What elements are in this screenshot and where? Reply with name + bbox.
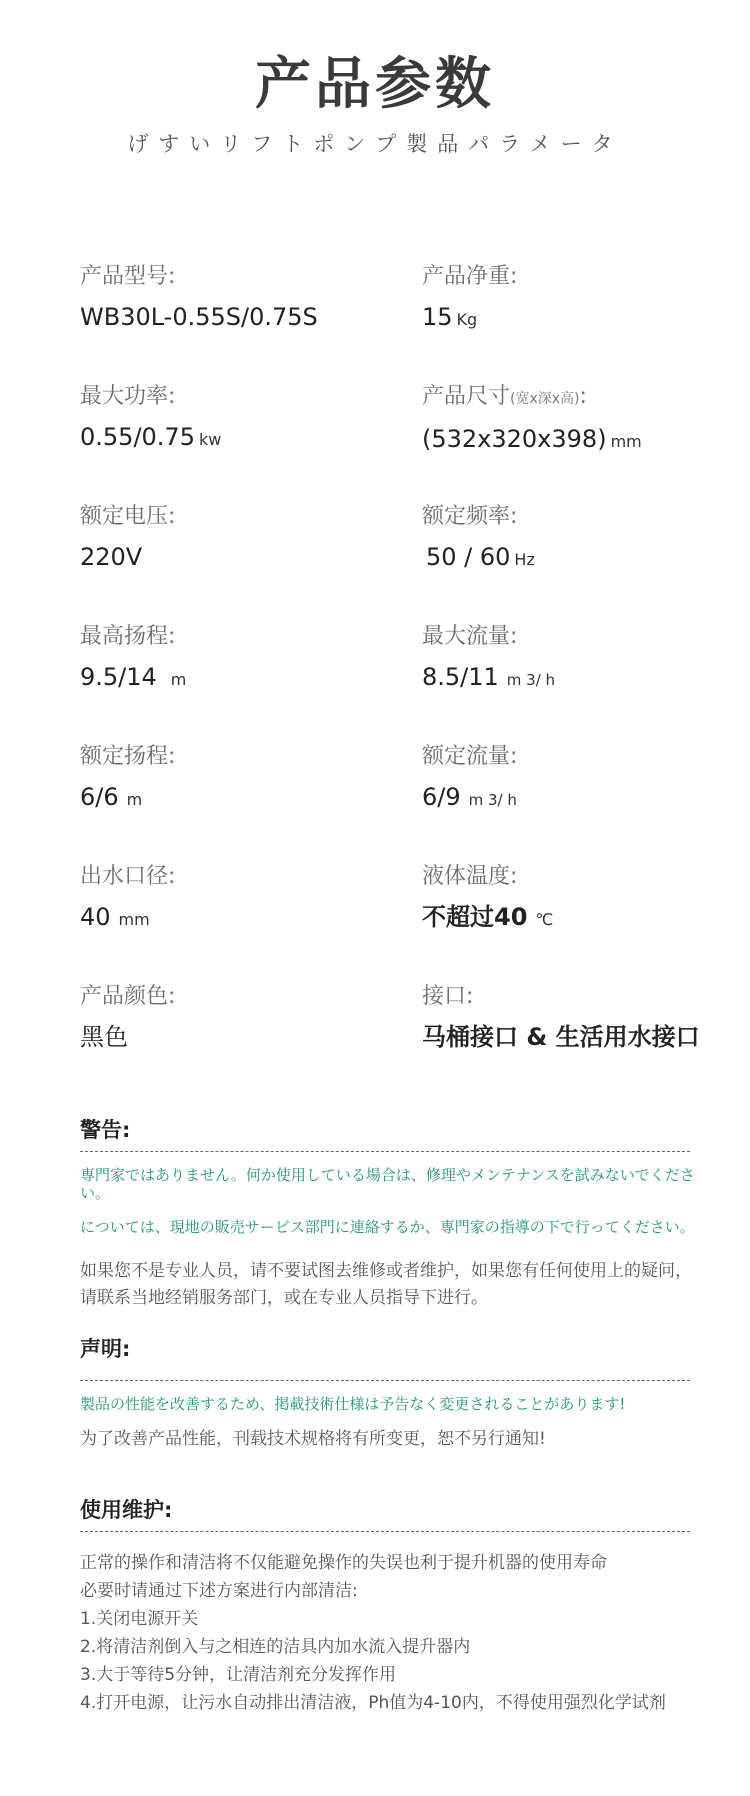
warning-cn: 如果您不是专业人员，请不要试图去维修或者维护，如果您有任何使用上的疑问，请联系当地经销服务部门，或在专业人员指导下进行。 <box>80 1261 692 1308</box>
param-max-head-label: 最高扬程: <box>80 624 176 649</box>
param-frequency-unit: Hz <box>514 550 535 569</box>
param-size-label-colon: : <box>579 384 587 409</box>
maintenance-step-1: 1.关闭电源开关 <box>80 1609 199 1629</box>
param-size <box>422 382 750 457</box>
param-size-label: 产品尺寸 <box>422 384 511 409</box>
warning-jp-1: 専門家ではありません。何か使用している場合は、修理やメンテナンスを試みないでください。 <box>80 1166 695 1202</box>
maintenance-intro-2: 必要时请通过下述方案进行内部清洁: <box>80 1581 358 1601</box>
param-max-flow <box>422 622 750 695</box>
param-temperature-value: 不超过40 <box>422 903 528 931</box>
param-weight <box>422 262 750 335</box>
warning-jp-2: については、現地の販売サービス部門に連絡するか、専門家の指導の下で行ってください。 <box>80 1218 695 1236</box>
warning-title: 警告: <box>80 1118 131 1142</box>
param-outlet-label: 出水口径: <box>80 864 176 889</box>
param-max-flow-unit: m 3/ h <box>506 671 556 689</box>
page-subtitle: げすいリフトポンプ製品パラメータ <box>127 132 623 156</box>
param-rated-head-label: 额定扬程: <box>80 744 176 769</box>
warning-divider <box>80 1151 690 1152</box>
param-max-head-value: 9.5/14 <box>80 663 157 691</box>
param-max-flow-label: 最大流量: <box>422 624 518 649</box>
param-rated-head-unit: m <box>126 790 143 809</box>
param-frequency-value: 50 / 60 <box>426 543 511 571</box>
param-weight-value: 15 <box>422 303 453 331</box>
param-rated-flow <box>422 742 750 815</box>
param-max-flow-value: 8.5/11 <box>422 663 499 691</box>
param-power-unit: kw <box>198 430 222 449</box>
param-color-label: 产品颜色: <box>80 984 176 1009</box>
param-size-unit: mm <box>610 432 642 451</box>
param-outlet-unit: mm <box>118 910 150 929</box>
param-size-value: (532x320x398) <box>422 425 607 453</box>
maintenance-step-2: 2.将清洁剂倒入与之相连的洁具内加水流入提升器内 <box>80 1637 471 1657</box>
param-max-head <box>80 622 410 695</box>
param-size-label-note: (宽x深x高) <box>510 391 580 407</box>
param-temperature-label: 液体温度: <box>422 864 518 889</box>
param-power-label: 最大功率: <box>80 384 176 409</box>
maintenance-step-4: 4.打开电源，让污水自动排出清洁液，Ph值为4-10内，不得使用强烈化学试剂 <box>80 1693 666 1713</box>
param-color <box>80 982 410 1052</box>
statement-jp: 製品の性能を改善するため、掲載技術仕様は予告なく変更されることがあります! <box>80 1395 626 1413</box>
statement-divider <box>80 1380 690 1381</box>
param-rated-flow-label: 额定流量: <box>422 744 518 769</box>
param-color-value: 黑色 <box>80 1023 128 1051</box>
param-voltage-label: 额定电压: <box>80 504 176 529</box>
param-max-head-unit: m <box>170 670 187 689</box>
param-rated-head <box>80 742 410 815</box>
maintenance-step-3: 3.大于等待5分钟，让清洁剂充分发挥作用 <box>80 1665 397 1685</box>
param-temperature <box>422 862 750 935</box>
param-weight-unit: Kg <box>456 310 478 329</box>
maintenance-intro-1: 正常的操作和清洁将不仅能避免操作的失误也利于提升机器的使用寿命 <box>80 1553 607 1573</box>
param-model <box>80 262 410 332</box>
param-interface <box>422 982 750 1052</box>
statement-cn: 为了改善产品性能，刊载技术规格将有所变更，恕不另行通知! <box>80 1429 546 1449</box>
page-title: 产品参数 <box>255 52 495 117</box>
maintenance-divider <box>80 1531 690 1532</box>
param-rated-flow-unit: m 3/ h <box>468 791 517 809</box>
param-frequency <box>422 502 750 575</box>
param-model-value: WB30L-0.55S/0.75S <box>80 303 318 331</box>
param-voltage <box>80 502 410 572</box>
param-outlet-value: 40 <box>80 903 111 931</box>
param-rated-head-value: 6/6 <box>80 783 119 811</box>
param-model-label: 产品型号: <box>80 264 176 289</box>
param-interface-value: 马桶接口 & 生活用水接口 <box>422 1023 700 1051</box>
param-frequency-label: 额定频率: <box>422 504 518 529</box>
param-interface-label: 接口: <box>422 984 474 1009</box>
param-rated-flow-value: 6/9 <box>422 783 461 811</box>
param-power <box>80 382 410 455</box>
param-outlet <box>80 862 410 935</box>
maintenance-title: 使用维护: <box>80 1498 173 1522</box>
param-power-value: 0.55/0.75 <box>80 423 195 451</box>
param-weight-label: 产品净重: <box>422 264 518 289</box>
statement-title: 声明: <box>80 1337 131 1361</box>
param-temperature-unit: ℃ <box>535 910 554 929</box>
param-voltage-value: 220V <box>80 543 143 571</box>
